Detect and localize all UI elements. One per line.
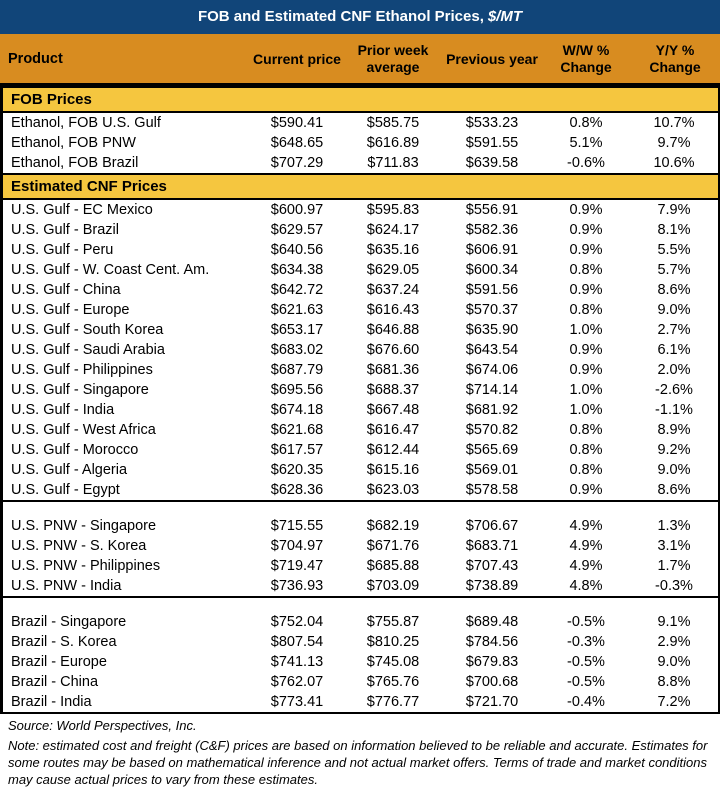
yy-change-cell: 8.1%	[630, 220, 718, 240]
section-header-row	[3, 174, 718, 199]
table-row	[3, 612, 718, 632]
previous-year-cell: $569.01	[442, 460, 542, 480]
table-row	[3, 340, 718, 360]
product-cell: U.S. Gulf - Algeria	[3, 460, 250, 480]
product-cell: U.S. PNW - S. Korea	[3, 536, 250, 556]
ww-change-cell: -0.5%	[542, 652, 630, 672]
product-cell: U.S. PNW - India	[3, 576, 250, 597]
prior-week-average-cell: $612.44	[344, 440, 442, 460]
col-product: Product	[8, 50, 63, 67]
previous-year-cell: $643.54	[442, 340, 542, 360]
yy-change-cell: 8.6%	[630, 280, 718, 300]
table-row	[3, 220, 718, 240]
ww-change-cell: 0.8%	[542, 300, 630, 320]
table-row	[3, 360, 718, 380]
previous-year-cell: $679.83	[442, 652, 542, 672]
yy-change-cell: 9.0%	[630, 460, 718, 480]
table-title-unit: $/MT	[487, 8, 523, 25]
ww-change-cell: 0.9%	[542, 199, 630, 220]
product-cell: U.S. Gulf - West Africa	[3, 420, 250, 440]
current-price-cell: $640.56	[250, 240, 344, 260]
previous-year-cell: $570.37	[442, 300, 542, 320]
ww-change-cell: 4.9%	[542, 516, 630, 536]
prior-week-average-cell: $595.83	[344, 199, 442, 220]
table-row	[3, 199, 718, 220]
previous-year-cell: $707.43	[442, 556, 542, 576]
yy-change-cell: -1.1%	[630, 400, 718, 420]
prior-week-average-cell: $624.17	[344, 220, 442, 240]
prior-week-average-cell: $681.36	[344, 360, 442, 380]
previous-year-cell: $721.70	[442, 692, 542, 712]
current-price-cell: $741.13	[250, 652, 344, 672]
previous-year-cell: $738.89	[442, 576, 542, 597]
group-break-row	[3, 501, 718, 516]
ww-change-cell: 5.1%	[542, 133, 630, 153]
ww-change-cell: -0.5%	[542, 672, 630, 692]
table-row	[3, 112, 718, 133]
col-previous-year: Previous year	[446, 50, 538, 67]
product-cell: Brazil - China	[3, 672, 250, 692]
previous-year-cell: $639.58	[442, 153, 542, 174]
previous-year-cell: $582.36	[442, 220, 542, 240]
table-row	[3, 516, 718, 536]
yy-change-cell: 1.7%	[630, 556, 718, 576]
header-row	[0, 34, 720, 85]
yy-change-cell: 9.7%	[630, 133, 718, 153]
ww-change-cell: 1.0%	[542, 320, 630, 340]
ww-change-cell: 0.8%	[542, 460, 630, 480]
current-price-cell: $687.79	[250, 360, 344, 380]
product-cell: U.S. Gulf - W. Coast Cent. Am.	[3, 260, 250, 280]
header-table	[0, 34, 720, 86]
ww-change-cell: 0.8%	[542, 420, 630, 440]
prior-week-average-cell: $688.37	[344, 380, 442, 400]
prior-week-average-cell: $711.83	[344, 153, 442, 174]
previous-year-cell: $689.48	[442, 612, 542, 632]
col-current-price: Current price	[253, 50, 341, 67]
yy-change-cell: 2.9%	[630, 632, 718, 652]
yy-change-cell: -0.3%	[630, 576, 718, 597]
yy-change-cell: 2.0%	[630, 360, 718, 380]
yy-change-cell: 9.1%	[630, 612, 718, 632]
current-price-cell: $621.63	[250, 300, 344, 320]
current-price-cell: $715.55	[250, 516, 344, 536]
previous-year-cell: $714.14	[442, 380, 542, 400]
section-header: Estimated CNF Prices	[3, 174, 718, 199]
yy-change-cell: 9.0%	[630, 652, 718, 672]
prior-week-average-cell: $703.09	[344, 576, 442, 597]
prior-week-average-cell: $616.89	[344, 133, 442, 153]
section-header-row	[3, 87, 718, 112]
product-cell: Ethanol, FOB Brazil	[3, 153, 250, 174]
product-cell: U.S. PNW - Singapore	[3, 516, 250, 536]
prior-week-average-cell: $765.76	[344, 672, 442, 692]
table-row	[3, 480, 718, 501]
ww-change-cell: 0.9%	[542, 220, 630, 240]
current-price-cell: $762.07	[250, 672, 344, 692]
prior-week-average-cell: $755.87	[344, 612, 442, 632]
product-cell: U.S. Gulf - Philippines	[3, 360, 250, 380]
current-price-cell: $704.97	[250, 536, 344, 556]
current-price-cell: $674.18	[250, 400, 344, 420]
product-cell: Ethanol, FOB PNW	[3, 133, 250, 153]
product-cell: Brazil - India	[3, 692, 250, 712]
product-cell: U.S. Gulf - India	[3, 400, 250, 420]
current-price-cell: $807.54	[250, 632, 344, 652]
current-price-cell: $621.68	[250, 420, 344, 440]
ww-change-cell: 0.9%	[542, 360, 630, 380]
ww-change-cell: 0.9%	[542, 280, 630, 300]
previous-year-cell: $533.23	[442, 112, 542, 133]
product-cell: Ethanol, FOB U.S. Gulf	[3, 112, 250, 133]
ww-change-cell: 4.8%	[542, 576, 630, 597]
previous-year-cell: $700.68	[442, 672, 542, 692]
yy-change-cell: 8.9%	[630, 420, 718, 440]
prior-week-average-cell: $745.08	[344, 652, 442, 672]
table-row	[3, 300, 718, 320]
product-cell: U.S. PNW - Philippines	[3, 556, 250, 576]
yy-change-cell: 5.5%	[630, 240, 718, 260]
col-prior-week-average: Prior week average	[357, 42, 429, 75]
yy-change-cell: 5.7%	[630, 260, 718, 280]
table-row	[3, 133, 718, 153]
section-header: FOB Prices	[3, 87, 718, 112]
previous-year-cell: $606.91	[442, 240, 542, 260]
prior-week-average-cell: $616.43	[344, 300, 442, 320]
current-price-cell: $752.04	[250, 612, 344, 632]
group-break-row	[3, 597, 718, 612]
prior-week-average-cell: $682.19	[344, 516, 442, 536]
current-price-cell: $707.29	[250, 153, 344, 174]
previous-year-cell: $681.92	[442, 400, 542, 420]
current-price-cell: $617.57	[250, 440, 344, 460]
yy-change-cell: 8.8%	[630, 672, 718, 692]
yy-change-cell: 9.2%	[630, 440, 718, 460]
table-title-bar	[0, 0, 720, 34]
product-cell: U.S. Gulf - Peru	[3, 240, 250, 260]
ww-change-cell: 4.9%	[542, 536, 630, 556]
previous-year-cell: $784.56	[442, 632, 542, 652]
current-price-cell: $736.93	[250, 576, 344, 597]
table-row	[3, 240, 718, 260]
yy-change-cell: 10.6%	[630, 153, 718, 174]
table-row	[3, 380, 718, 400]
prior-week-average-cell: $637.24	[344, 280, 442, 300]
table-title: FOB and Estimated CNF Ethanol Prices,	[197, 8, 484, 25]
current-price-cell: $600.97	[250, 199, 344, 220]
prior-week-average-cell: $676.60	[344, 340, 442, 360]
yy-change-cell: 10.7%	[630, 112, 718, 133]
table-row	[3, 692, 718, 712]
yy-change-cell: 7.2%	[630, 692, 718, 712]
previous-year-cell: $635.90	[442, 320, 542, 340]
table-row	[3, 576, 718, 597]
prior-week-average-cell: $776.77	[344, 692, 442, 712]
prior-week-average-cell: $667.48	[344, 400, 442, 420]
prior-week-average-cell: $629.05	[344, 260, 442, 280]
ww-change-cell: 0.9%	[542, 480, 630, 501]
previous-year-cell: $591.55	[442, 133, 542, 153]
yy-change-cell: 2.7%	[630, 320, 718, 340]
table-row	[3, 652, 718, 672]
ww-change-cell: 4.9%	[542, 556, 630, 576]
previous-year-cell: $600.34	[442, 260, 542, 280]
column-header-band	[0, 34, 720, 86]
product-cell: Brazil - Europe	[3, 652, 250, 672]
ww-change-cell: 0.8%	[542, 260, 630, 280]
product-cell: U.S. Gulf - Saudi Arabia	[3, 340, 250, 360]
current-price-cell: $683.02	[250, 340, 344, 360]
table-row	[3, 440, 718, 460]
table-row	[3, 400, 718, 420]
table-row	[3, 153, 718, 174]
prior-week-average-cell: $671.76	[344, 536, 442, 556]
product-cell: U.S. Gulf - Morocco	[3, 440, 250, 460]
yy-change-cell: 3.1%	[630, 536, 718, 556]
ww-change-cell: 0.9%	[542, 340, 630, 360]
current-price-cell: $719.47	[250, 556, 344, 576]
source-note: Source: World Perspectives, Inc.	[8, 718, 197, 733]
ww-change-cell: 0.9%	[542, 240, 630, 260]
current-price-cell: $628.36	[250, 480, 344, 501]
previous-year-cell: $674.06	[442, 360, 542, 380]
product-cell: Brazil - S. Korea	[3, 632, 250, 652]
table-row	[3, 556, 718, 576]
table-body	[0, 86, 720, 714]
current-price-cell: $653.17	[250, 320, 344, 340]
prior-week-average-cell: $623.03	[344, 480, 442, 501]
prior-week-average-cell: $615.16	[344, 460, 442, 480]
col-ww-change: W/W % Change	[560, 42, 612, 75]
price-table	[3, 86, 718, 712]
ww-change-cell: -0.5%	[542, 612, 630, 632]
table-row	[3, 260, 718, 280]
current-price-cell: $648.65	[250, 133, 344, 153]
table-row	[3, 672, 718, 692]
ww-change-cell: -0.4%	[542, 692, 630, 712]
product-cell: U.S. Gulf - South Korea	[3, 320, 250, 340]
prior-week-average-cell: $585.75	[344, 112, 442, 133]
previous-year-cell: $570.82	[442, 420, 542, 440]
prior-week-average-cell: $616.47	[344, 420, 442, 440]
current-price-cell: $642.72	[250, 280, 344, 300]
table-row	[3, 632, 718, 652]
previous-year-cell: $578.58	[442, 480, 542, 501]
yy-change-cell: 8.6%	[630, 480, 718, 501]
previous-year-cell: $683.71	[442, 536, 542, 556]
ww-change-cell: 1.0%	[542, 400, 630, 420]
table-row	[3, 420, 718, 440]
yy-change-cell: 6.1%	[630, 340, 718, 360]
yy-change-cell: 9.0%	[630, 300, 718, 320]
ww-change-cell: 0.8%	[542, 440, 630, 460]
table-row	[3, 536, 718, 556]
product-cell: U.S. Gulf - China	[3, 280, 250, 300]
previous-year-cell: $565.69	[442, 440, 542, 460]
ww-change-cell: -0.3%	[542, 632, 630, 652]
group-break-cell	[3, 597, 718, 612]
current-price-cell: $773.41	[250, 692, 344, 712]
product-cell: U.S. Gulf - Europe	[3, 300, 250, 320]
prior-week-average-cell: $635.16	[344, 240, 442, 260]
current-price-cell: $590.41	[250, 112, 344, 133]
table-footer	[0, 714, 720, 794]
ww-change-cell: 0.8%	[542, 112, 630, 133]
yy-change-cell: -2.6%	[630, 380, 718, 400]
previous-year-cell: $706.67	[442, 516, 542, 536]
current-price-cell: $695.56	[250, 380, 344, 400]
previous-year-cell: $556.91	[442, 199, 542, 220]
previous-year-cell: $591.56	[442, 280, 542, 300]
disclaimer-note: Note: estimated cost and freight (C&F) prices are based on information believed to be reliable and accurate. Estimates for some routes may be based on mathematical inference and not actual market offers. Terms of trade and market conditions may cause actual prices to vary from these estimates.	[8, 738, 708, 787]
product-cell: U.S. Gulf - Singapore	[3, 380, 250, 400]
current-price-cell: $620.35	[250, 460, 344, 480]
prior-week-average-cell: $646.88	[344, 320, 442, 340]
table-row	[3, 460, 718, 480]
table-row	[3, 320, 718, 340]
group-break-cell	[3, 501, 718, 516]
ww-change-cell: -0.6%	[542, 153, 630, 174]
yy-change-cell: 1.3%	[630, 516, 718, 536]
product-cell: U.S. Gulf - Brazil	[3, 220, 250, 240]
current-price-cell: $634.38	[250, 260, 344, 280]
product-cell: Brazil - Singapore	[3, 612, 250, 632]
product-cell: U.S. Gulf - EC Mexico	[3, 199, 250, 220]
current-price-cell: $629.57	[250, 220, 344, 240]
table-row	[3, 280, 718, 300]
prior-week-average-cell: $810.25	[344, 632, 442, 652]
prior-week-average-cell: $685.88	[344, 556, 442, 576]
col-yy-change: Y/Y % Change	[649, 42, 701, 75]
yy-change-cell: 7.9%	[630, 199, 718, 220]
ww-change-cell: 1.0%	[542, 380, 630, 400]
product-cell: U.S. Gulf - Egypt	[3, 480, 250, 501]
